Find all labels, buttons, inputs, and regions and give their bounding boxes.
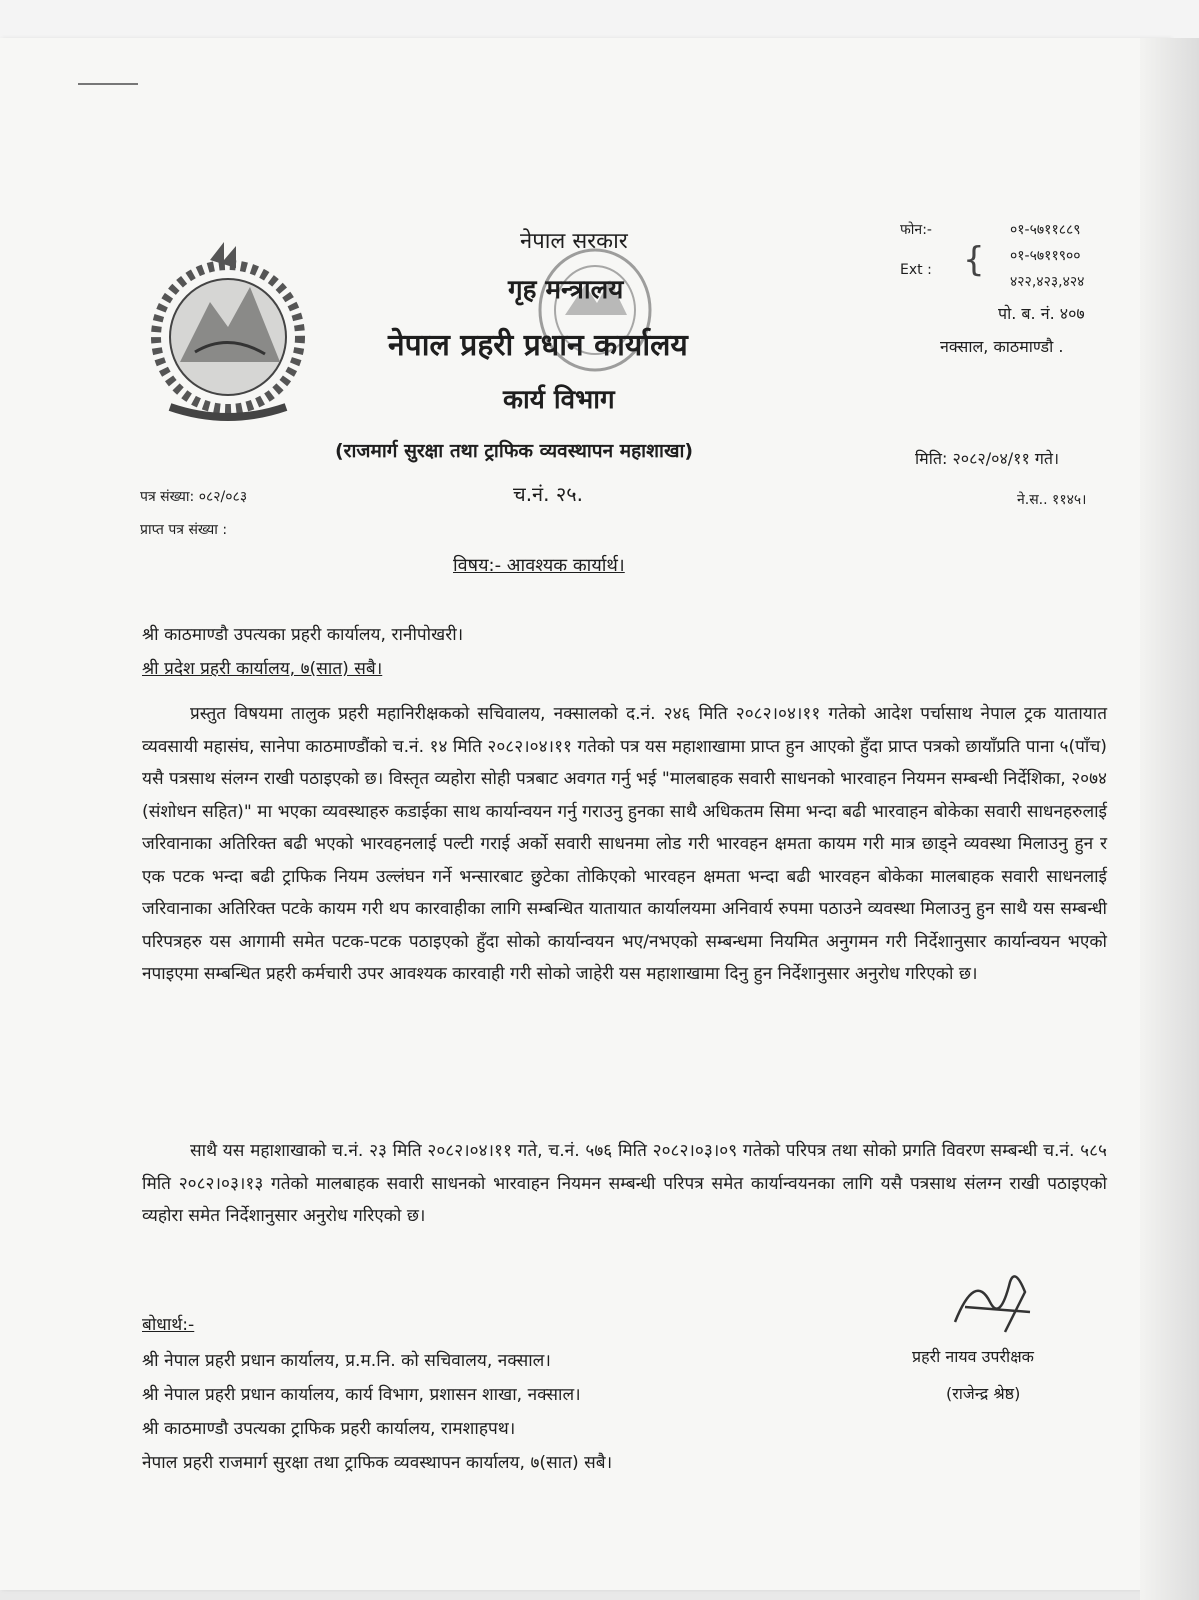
cc-item-1: श्री नेपाल प्रहरी प्रधान कार्यालय, प्र.म.नि. को सचिवालय, नक्साल।	[142, 1351, 551, 1371]
branch-name: (राजमार्ग सुरक्षा तथा ट्राफिक व्यवस्थापन महाशाखा)	[335, 440, 694, 462]
department-name: कार्य विभाग	[503, 385, 615, 415]
subject-line: विषय:- आवश्यक कार्यार्थ।	[453, 555, 625, 576]
reference-number: च.नं. २५.	[513, 482, 584, 506]
nepal-emblem-icon	[140, 232, 315, 432]
nepal-sambat: ने.स.. ११४५।	[1017, 492, 1087, 508]
cc-item-2: श्री नेपाल प्रहरी प्रधान कार्यालय, कार्य विभाग, प्रशासन शाखा, नक्साल।	[142, 1385, 581, 1405]
gov-name: नेपाल सरकार	[520, 229, 628, 254]
office-address: नक्साल, काठमाण्डौ .	[940, 337, 1064, 356]
recipient-1: श्री काठमाण्डौ उपत्यका प्रहरी कार्यालय, रानीपोखरी।	[142, 625, 464, 645]
cc-heading: बोधार्थ:-	[142, 1315, 195, 1335]
body-paragraph-1: प्रस्तुत विषयमा तालुक प्रहरी महानिरीक्षकको सचिवालय, नक्सालको द.नं. २४६ मिति २०८२।०४।११ गतेको आदेश पर्चासाथ नेपाल ट्रक यातायात व्यवसायी महासंघ, सानेपा काठमाण्डौंको च.नं. १४ मिति २०८२।०४।११ गतेको पत्र यस महाशाखामा प्राप्त हुन आएको हुँदा प्राप्त पत्रको छायाँप्रति पाना ५(पाँच) यसै पत्रसाथ संलग्न राखी पठाइएको छ। विस्तृत व्यहोरा सोही पत्रबाट अवगत गर्नु भई "मालबाहक सवारी साधनको भारवाहन नियमन सम्बन्धी निर्देशिका, २०७४ (संशोधन सहित)" मा भएका व्यवस्थाहरु कडाईका साथ कार्यान्वयन गर्नु गराउनु हुनका साथै अधिकतम सिमा भन्दा बढी भारवाहन बोकेका सवारी साधनहरुलाई जरिवानाका अतिरिक्त बढी भएको भारवहनलाई पल्टी गराई अर्को सवारी साधनमा लोड गरी भारवहन क्षमता कायम गरी मात्र छाड्ने व्यवस्था मिलाउनु हुन र एक पटक भन्दा बढी ट्राफिक नियम उल्लंघन गर्ने भन्सारबाट छुटेका तोकिएको भारवहन क्षमता भन्दा बढी भारवहन बोकेका मालबाहक सवारी साधनलाई जरिवानाका अतिरिक्त पटके कायम गरी थप कारवाहीका लागि सम्बन्धित यातायात कार्यालयमा अनिवार्य रुपमा पठाउने व्यवस्था मिलाउनु हुन साथै यस सम्बन्धी परिपत्रहरु यस आगामी समेत पटक-पटक पठाइएको हुँदा सोको कार्यान्वयन भए/नभएको सम्बन्धमा नियमित अनुगमन गरी निर्देशानुसार कार्यान्वयन भएको नपाइएमा सम्बन्धित प्रहरी कर्मचारी उपर आवश्यक कारवाही गरी सोको जाहेरी यस महाशाखामा दिनु हुन निर्देशानुसार अनुरोध गरिएको छ।	[142, 704, 1107, 984]
signatory-name: (राजेन्द्र श्रेष्ठ)	[946, 1384, 1021, 1403]
cc-item-4: नेपाल प्रहरी राजमार्ग सुरक्षा तथा ट्राफिक व्यवस्थापन कार्यालय, ७(सात) सबै।	[142, 1453, 613, 1473]
ministry-name: गृह मन्त्रालय	[508, 275, 624, 305]
ext-number-1: ०१-५७११९००	[1010, 248, 1081, 264]
ext-label: Ext :	[900, 262, 932, 278]
brace-icon: {	[963, 240, 985, 280]
phone-number: ०१-५७११८८९	[1010, 222, 1081, 238]
body-paragraph-2: साथै यस महाशाखाको च.नं. २३ मिति २०८२।०४।११ गते, च.नं. ५७६ मिति २०८२।०३।०९ गतेको परिपत्र तथा सोको प्रगति विवरण सम्बन्धी च.नं. ५८५ मिति २०८२।०३।१३ गतेको मालबाहक सवारी साधनको भारवाहन नियमन सम्बन्धी परिपत्र समेत कार्यान्वयनका लागि यसै पत्रसाथ संलग्न राखी पठाइएको व्यहोरा समेत निर्देशानुसार अनुरोध गरिएको छ।	[142, 1141, 1107, 1226]
top-margin	[0, 0, 1199, 38]
letter-number: पत्र संख्या: ०८२/०८३	[140, 489, 248, 505]
letter-date: मिति: २०८२/०४/११ गते।	[915, 449, 1060, 468]
handwritten-signature	[945, 1262, 1040, 1342]
ext-number-2: ४२२,४२३,४२४	[1010, 274, 1085, 290]
po-box: पो. ब. नं. ४०७	[998, 304, 1085, 323]
cc-item-3: श्री काठमाण्डौ उपत्यका ट्राफिक प्रहरी कार्यालय, रामशाहपथ।	[142, 1419, 516, 1439]
recipient-2: श्री प्रदेश प्रहरी कार्यालय, ७(सात) सबै।	[142, 659, 383, 679]
phone-label: फोन:-	[900, 222, 932, 238]
office-name: नेपाल प्रहरी प्रधान कार्यालय	[388, 328, 688, 363]
received-letter-number: प्राप्त पत्र संख्या :	[140, 522, 228, 538]
signatory-title: प्रहरी नायव उपरीक्षक	[912, 1347, 1034, 1366]
page-edge-shadow	[1140, 38, 1199, 1600]
pen-mark	[78, 83, 138, 85]
